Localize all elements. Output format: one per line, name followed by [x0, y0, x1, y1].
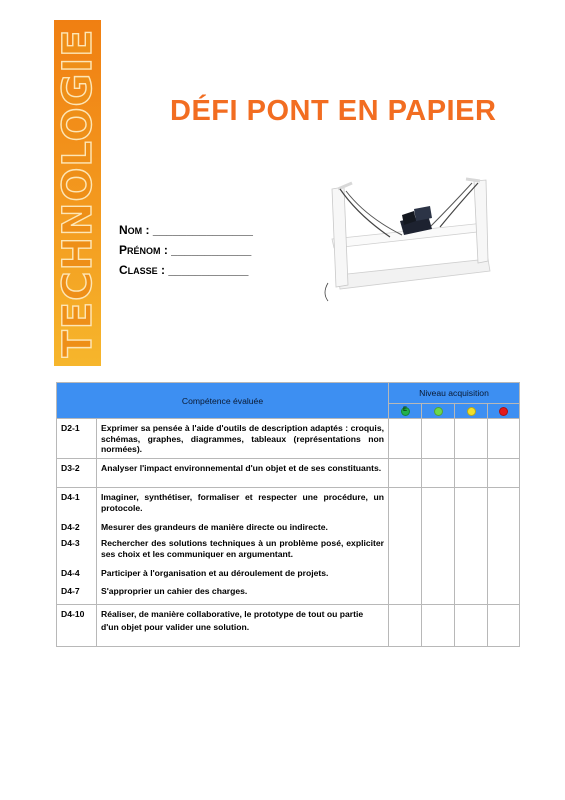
level-2	[422, 404, 455, 419]
field-blank: : ____________	[157, 263, 249, 277]
competence-code: D4-2	[61, 522, 80, 532]
table-row	[57, 488, 520, 605]
field-nom[interactable]	[119, 221, 253, 241]
field-label-cap: N	[119, 223, 128, 237]
table-row	[57, 459, 520, 488]
competence-texts	[97, 488, 389, 605]
level-dot-icon	[499, 407, 508, 416]
level-cell[interactable]	[422, 419, 455, 459]
paper-bridge-image	[318, 175, 496, 303]
level-cell[interactable]	[488, 488, 520, 605]
competence-table	[56, 382, 520, 647]
header-niveau: Niveau acquisition	[389, 383, 520, 404]
level-cell[interactable]	[455, 605, 488, 647]
competence-text: Exprimer sa pensée à l'aide d'outils de description adaptés : croquis, schémas, graphes, diagrammes, tableaux (représentations non normées).	[97, 419, 389, 459]
page-title: DÉFI PONT EN PAPIER	[170, 95, 497, 127]
competence-text-cont: d'un objet pour valider une solution.	[101, 621, 250, 632]
level-cell[interactable]	[389, 605, 422, 647]
competence-code: D4-7	[61, 586, 80, 596]
level-cell[interactable]	[389, 419, 422, 459]
header-competence: Compétence évaluée	[57, 383, 389, 419]
level-cell[interactable]	[455, 419, 488, 459]
competence-text: S'approprier un cahier des charges.	[101, 586, 248, 596]
field-label-cap: C	[119, 263, 128, 277]
competence-text: Réaliser, de manière collaborative, le prototype de tout ou partie	[101, 609, 364, 619]
level-cell[interactable]	[488, 459, 520, 488]
field-label-cap: P	[119, 243, 128, 257]
competence-text: Participer à l'organisation et au déroulement de projets.	[101, 568, 329, 578]
level-cell[interactable]	[455, 488, 488, 605]
level-dot-icon	[467, 407, 476, 416]
level-3	[455, 404, 488, 419]
level-cell[interactable]	[389, 488, 422, 605]
level-cell[interactable]	[422, 459, 455, 488]
banner-text: TECHNOLOGIE	[54, 28, 101, 358]
field-label-rest: OM	[127, 226, 143, 236]
competence-code: D4-1	[61, 492, 80, 502]
competence-text: Mesurer des grandeurs de manière directe ou indirecte.	[101, 522, 328, 532]
level-cell[interactable]	[455, 459, 488, 488]
competence-text: Analyser l'impact environnemental d'un objet et de ses constituants.	[97, 459, 389, 488]
field-label-rest: LASSE	[127, 266, 158, 276]
competence-texts	[97, 605, 389, 647]
level-e-symbol: E	[402, 407, 407, 413]
table-row	[57, 605, 520, 647]
competence-text: Rechercher des solutions techniques à un problème posé, expliciter ses choix et les communiquer en argumentant.	[101, 538, 384, 559]
level-dot-icon	[434, 407, 443, 416]
level-cell[interactable]	[422, 488, 455, 605]
competence-text: Imaginer, synthétiser, formaliser et respecter une procédure, un protocole.	[101, 492, 384, 513]
field-label-rest: RÉNOM	[127, 246, 161, 256]
level-cell[interactable]	[389, 459, 422, 488]
field-blank: : ____________	[160, 243, 252, 257]
level-cell[interactable]	[488, 419, 520, 459]
competence-code: D2-1	[57, 419, 97, 459]
technologie-banner	[54, 20, 101, 366]
competence-code: D4-4	[61, 568, 80, 578]
level-4	[488, 404, 520, 419]
competence-code: D4-10	[57, 605, 97, 647]
student-fields	[119, 221, 253, 281]
competence-code: D3-2	[57, 459, 97, 488]
level-cell[interactable]	[422, 605, 455, 647]
field-classe[interactable]	[119, 261, 253, 281]
competence-codes	[57, 488, 97, 605]
table-row	[57, 419, 520, 459]
level-cell[interactable]	[488, 605, 520, 647]
field-prenom[interactable]	[119, 241, 253, 261]
competence-code: D4-3	[61, 538, 80, 548]
field-blank: : _______________	[142, 223, 253, 237]
